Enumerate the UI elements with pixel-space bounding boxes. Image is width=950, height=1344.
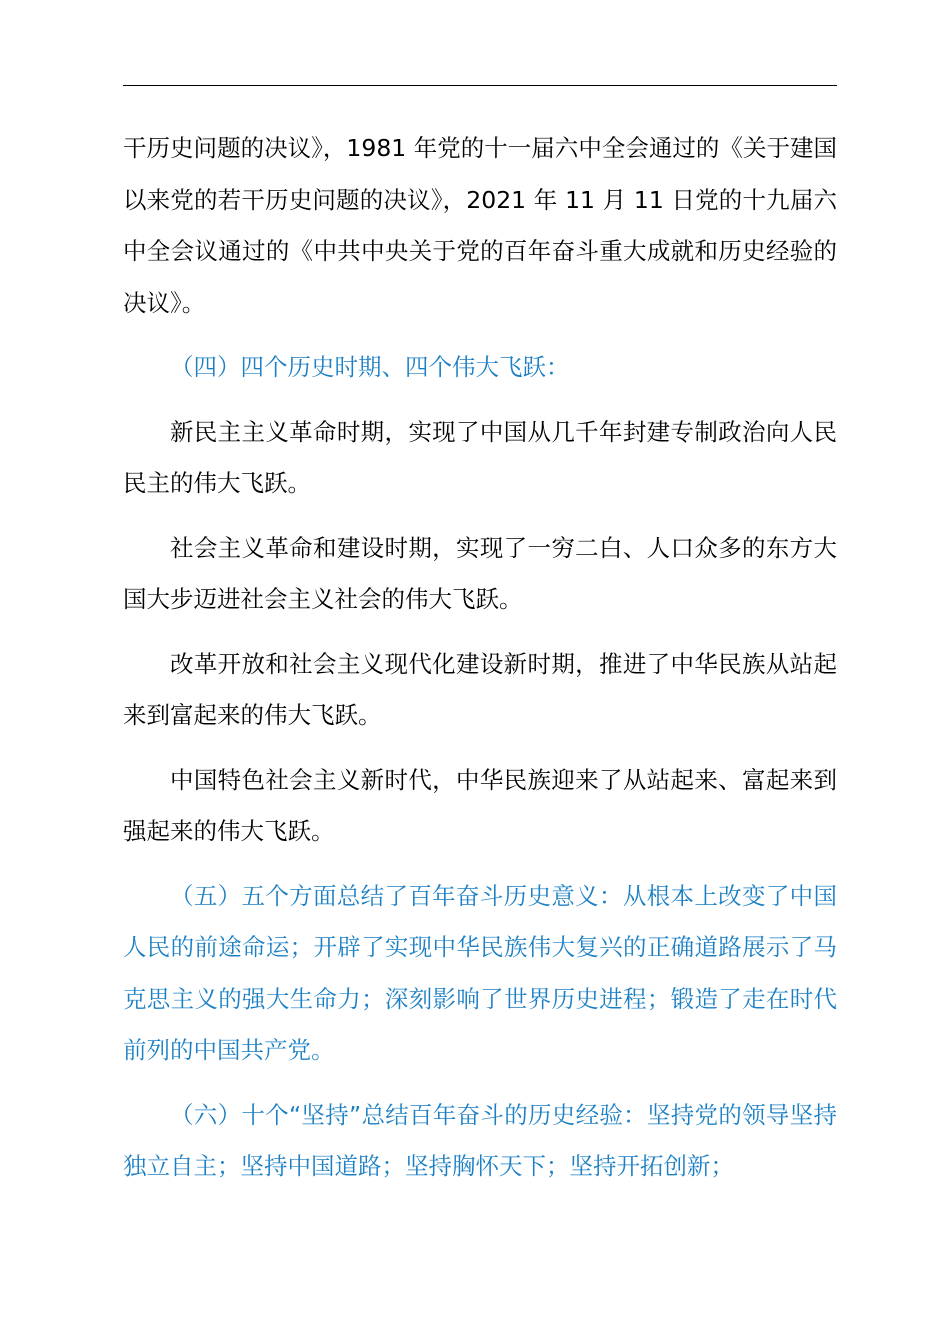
- paragraph-new-era: 中国特色社会主义新时代，中华民族迎来了从站起来、富起来到强起来的伟大飞跃。: [123, 765, 837, 845]
- heading-five-aspects: （五）五个方面总结了百年奋斗历史意义：从根本上改变了中国人民的前途命运；开辟了实现中华民族伟大复兴的正确道路展示了马克思主义的强大生命力；深刻影响了世界历史进程；锻造了走在时代前列的中国共产党。: [123, 881, 837, 1064]
- heading-ten-persistences: （六）十个“坚持”总结百年奋斗的历史经验：坚持党的领导坚持独立自主；坚持中国道路；坚持胸怀天下；坚持开拓创新；: [123, 1100, 837, 1180]
- heading-four-periods: （四）四个历史时期、四个伟大飞跃：: [170, 353, 570, 381]
- header-rule: [123, 85, 837, 86]
- paragraph-new-democratic-period: 新民主主义革命时期，实现了中国从几千年封建专制政治向人民民主的伟大飞跃。: [123, 417, 837, 497]
- document-body: [123, 123, 837, 1193]
- paragraph-reform-opening-period: 改革开放和社会主义现代化建设新时期，推进了中华民族从站起来到富起来的伟大飞跃。: [123, 649, 837, 729]
- paragraph-socialist-construction-period: 社会主义革命和建设时期，实现了一穷二白、人口众多的东方大国大步迈进社会主义社会的伟大飞跃。: [123, 533, 837, 613]
- paragraph-resolutions: 干历史问题的决议》，1981 年党的十一届六中全会通过的《关于建国以来党的若干历史问题的决议》，2021 年 11 月 11 日党的十九届六中全会议通过的《中共中央关于党的百年奋斗重大成就和历史经验的决议》。: [123, 134, 837, 317]
